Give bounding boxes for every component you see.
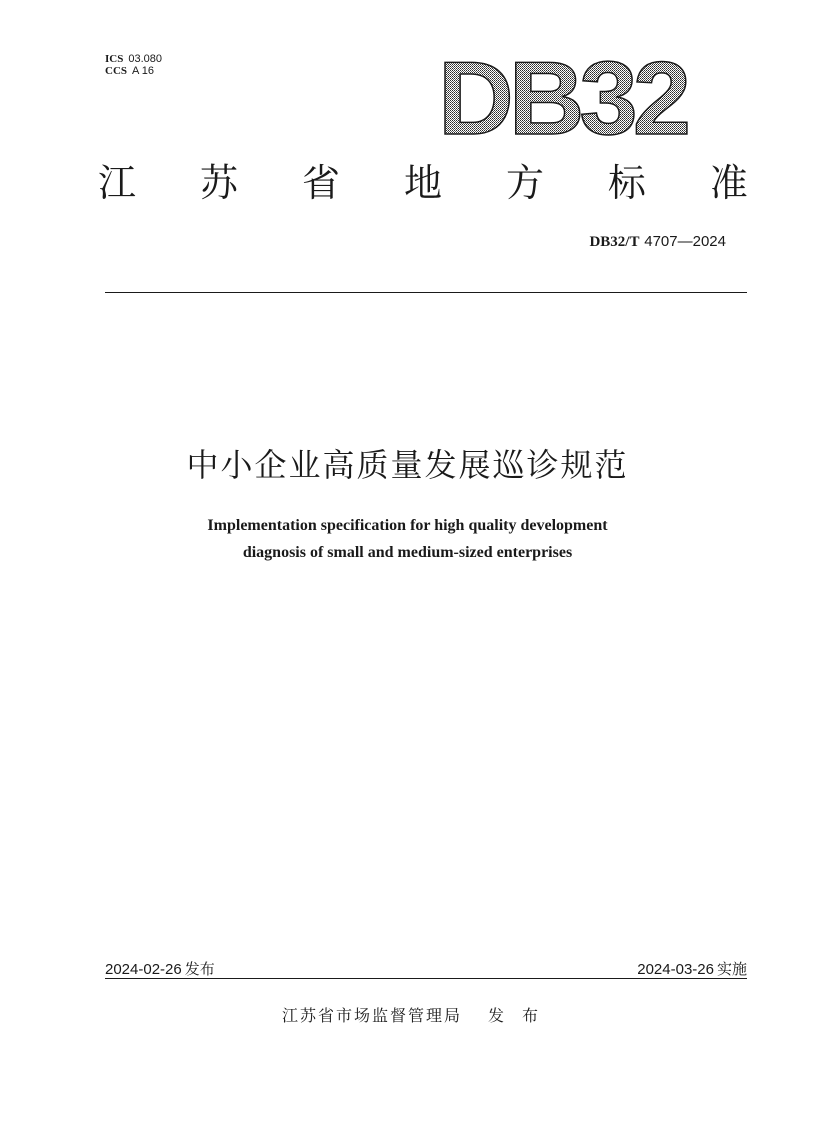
ccs-label: CCS xyxy=(105,65,128,77)
title-en-line: Implementation specification for high quality development xyxy=(207,517,608,534)
classification-char: 标 xyxy=(607,161,646,205)
classification-char: 省 xyxy=(301,161,340,205)
document-title-en xyxy=(0,512,815,566)
classification-codes xyxy=(105,53,162,77)
classification-char: 江 xyxy=(98,161,137,205)
db32-logo xyxy=(436,52,688,142)
issuer-name: 江苏省市场监督管理局 xyxy=(282,1006,463,1025)
standard-number-value: 4707—2024 xyxy=(644,233,726,250)
ccs-code xyxy=(105,65,162,77)
implement-date-suffix: 实施 xyxy=(716,960,747,978)
issuing-authority xyxy=(282,1003,556,1026)
classification-char: 苏 xyxy=(199,161,238,205)
ics-code xyxy=(105,53,162,65)
bottom-divider xyxy=(105,978,747,979)
standard-number xyxy=(589,232,726,251)
classification-char: 准 xyxy=(709,161,748,205)
implement-date xyxy=(637,958,747,979)
standard-classification xyxy=(98,160,748,206)
title-en-line: diagnosis of small and medium-sized enterprises xyxy=(242,544,573,561)
top-divider xyxy=(105,292,747,293)
document-title-zh: 中小企业高质量发展巡诊规范 xyxy=(186,446,629,484)
publish-date-value: 2024-02-26 xyxy=(105,961,182,978)
standard-number-prefix: DB32/T xyxy=(589,234,640,250)
ics-label: ICS xyxy=(105,53,124,65)
logo-text: DB32 xyxy=(438,52,688,142)
classification-char: 方 xyxy=(505,161,544,205)
publish-date-suffix: 发布 xyxy=(184,960,215,978)
publish-date xyxy=(105,958,215,979)
classification-char: 地 xyxy=(403,161,442,205)
issuer-action: 发布 xyxy=(488,1006,557,1025)
implement-date-value: 2024-03-26 xyxy=(637,961,714,978)
ccs-value: A 16 xyxy=(132,65,155,77)
ics-value: 03.080 xyxy=(128,53,162,65)
